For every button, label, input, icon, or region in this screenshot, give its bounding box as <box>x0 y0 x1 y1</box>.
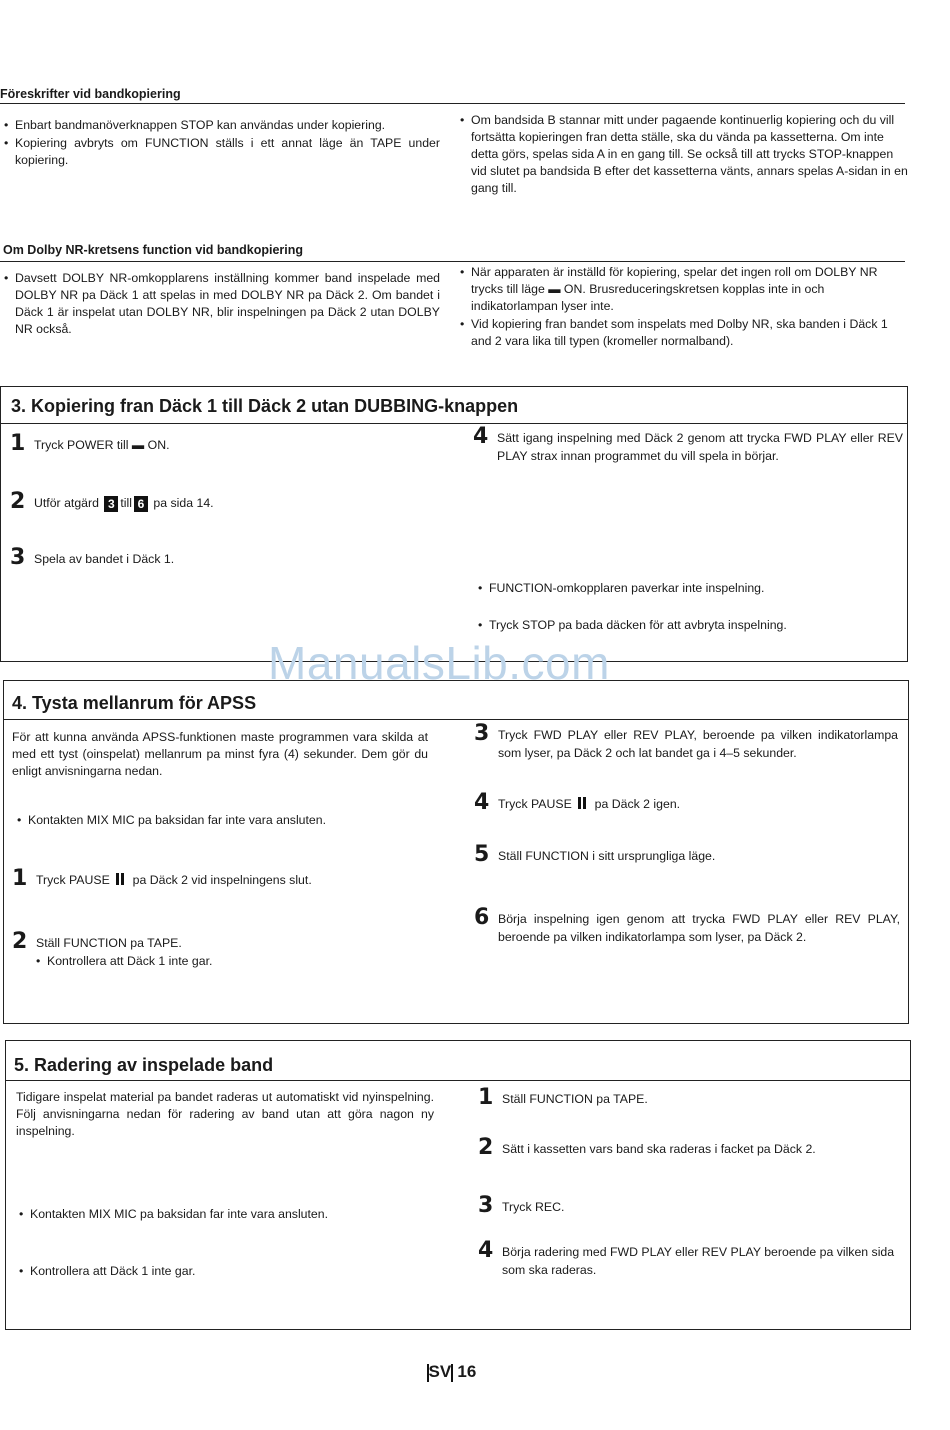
section-title-4: 4. Tysta mellanrum för APSS <box>12 693 257 713</box>
language-code: SV <box>428 1362 452 1381</box>
step-number: 3 <box>478 1193 494 1218</box>
step-text: Tryck PAUSE <box>36 873 110 887</box>
step-text: pa Däck 2 igen. <box>594 797 681 811</box>
divider <box>0 423 908 424</box>
step-number: 2 <box>10 489 26 514</box>
list-item: • FUNCTION-omkopplaren paverkar inte inspelning. <box>478 570 898 606</box>
section-heading-copy-rules: Föreskrifter vid bandkopiering <box>0 87 181 101</box>
apss-note-list <box>17 812 437 830</box>
step-number: 1 <box>12 866 28 891</box>
step-text: Tryck POWER till ▬ ON. <box>34 438 170 452</box>
step-sub-list <box>36 952 436 970</box>
step-text: Sätt i kassetten vars band ska raderas i facket pa Däck 2. <box>502 1142 816 1156</box>
page-number <box>427 1362 476 1382</box>
page-number-value: 16 <box>457 1362 477 1381</box>
pause-icon <box>116 872 126 890</box>
apss-intro: För att kunna använda APSS-funktionen maste programmen vara skilda at med ett tyst (oinspelat) mellanrum pa minst fyra (4) sekunder. Dem gör du enligt anvisningarna nedan. <box>12 730 428 778</box>
step-number: 1 <box>10 431 26 456</box>
step-text: Tryck FWD PLAY eller REV PLAY, beroende pa vilken indikatorlampa som lyser, pa Däck 2 och lat bandet ga i 4–5 sekunder. <box>498 728 898 760</box>
step-number: 4 <box>474 790 490 815</box>
step-text: Sätt igang inspelning med Däck 2 genom att trycka FWD PLAY eller REV PLAY strax innan programmet du vill spela in börjar. <box>497 431 903 463</box>
list-item: • Vid kopiering fran bandet som inspelats med Dolby NR, ska banden i Däck 1 and 2 vara lika till typen (kromeller normalband). <box>460 316 908 350</box>
watermark: ManualsLib.com <box>268 637 610 689</box>
list-item: • Tryck STOP pa bada däcken för att avbryta inspelning. <box>478 607 898 643</box>
step-text: Tryck REC. <box>502 1200 565 1214</box>
list-item: • När apparaten är inställd för kopiering, spelar det ingen roll om DOLBY NR trycks till läge ▬ ON. Brusreduceringskretsen kopplas inte in och indikatorlampan lyser inte. <box>460 264 908 315</box>
step-text: Utför atgärd <box>34 496 99 510</box>
step-number: 3 <box>474 721 490 746</box>
step-text: pa sida 14. <box>153 496 214 510</box>
section-heading-dolby: Om Dolby NR-kretsens function vid bandkopiering <box>3 243 304 257</box>
erase-notes-list <box>19 1186 439 1300</box>
step-text: Börja inspelning igen genom att trycka FWD PLAY eller REV PLAY, beroende pa vilken indikatorlampa som lyser, pa Däck 2. <box>498 912 900 944</box>
step-text: Börja radering med FWD PLAY eller REV PLAY beroende pa vilken sida som ska raderas. <box>502 1245 895 1277</box>
copy-rules-left-list <box>4 117 440 170</box>
list-item: • Kontakten MIX MIC pa baksidan far inte vara ansluten. <box>17 812 437 829</box>
step-text: Spela av bandet i Däck 1. <box>34 552 175 566</box>
list-item: • Enbart bandmanöverknappen STOP kan användas under kopiering. <box>4 117 440 134</box>
section-title-5: 5. Radering av inspelade band <box>14 1055 274 1075</box>
divider <box>5 1080 911 1081</box>
pause-icon <box>578 796 588 814</box>
list-item: • Davsett DOLBY NR-omkopplarens inställning kommer band inspelade med DOLBY NR pa Däck 1 att spelas in med DOLBY NR pa Däck 2. Om bandet i Däck 1 är inspelat utan DOLBY NR, blir inspelningen pa Däck 2 utan DOLBY NR också. <box>4 270 440 338</box>
list-item: • Kontrollera att Däck 1 inte gar. <box>36 952 436 970</box>
step-text: Tryck PAUSE <box>498 797 572 811</box>
step-number: 4 <box>473 424 489 449</box>
step-number: 4 <box>478 1238 494 1263</box>
step-reference-badge: 3 <box>104 496 118 512</box>
step-text: Ställ FUNCTION i sitt ursprungliga läge. <box>498 849 716 863</box>
step-text: pa Däck 2 vid inspelningens slut. <box>132 873 312 887</box>
step-number: 5 <box>474 842 490 867</box>
divider <box>0 103 905 104</box>
step-text: Ställ FUNCTION pa TAPE. <box>36 936 182 950</box>
section-title-3: 3. Kopiering fran Däck 1 till Däck 2 utan DUBBING-knappen <box>11 396 519 416</box>
step-text: till <box>120 496 132 510</box>
step-reference-badge: 6 <box>134 496 148 512</box>
list-item: • Kopiering avbryts om FUNCTION ställs i ett annat läge än TAPE under kopiering. <box>4 135 440 169</box>
step-text: Ställ FUNCTION pa TAPE. <box>502 1092 648 1106</box>
divider <box>3 719 909 720</box>
step-number: 2 <box>12 929 28 954</box>
list-item: • Kontrollera att Däck 1 inte gar. <box>19 1243 439 1299</box>
step-number: 3 <box>10 545 26 570</box>
step-number: 1 <box>478 1085 494 1110</box>
dolby-right-list <box>460 264 908 351</box>
copy-rules-right-list <box>460 112 910 198</box>
copy-notes-list <box>478 570 898 644</box>
list-item: • Om bandsida B stannar mitt under pagaende kontinuerlig kopiering och du vill fortsätta kopieringen fran detta ställe, ska du vända pa kassetterna. Om inte detta görs, spelas sida A in en gang till. Se också till att trycks STOP-knappen vid slutet pa bandsida B efter det kassetterna vänts, annars spelas A-sidan in en gang till. <box>460 112 910 197</box>
erase-intro: Tidigare inspelat material pa bandet raderas ut automatiskt vid nyinspelning. Följ anvisningarna nedan för radering av band utan att göra nagon ny inspelning. <box>16 1090 434 1138</box>
list-item: • Kontakten MIX MIC pa baksidan far inte vara ansluten. <box>19 1186 439 1242</box>
step-number: 2 <box>478 1135 494 1160</box>
dolby-left-list <box>4 270 440 339</box>
step-number: 6 <box>474 905 490 930</box>
divider <box>0 261 905 262</box>
